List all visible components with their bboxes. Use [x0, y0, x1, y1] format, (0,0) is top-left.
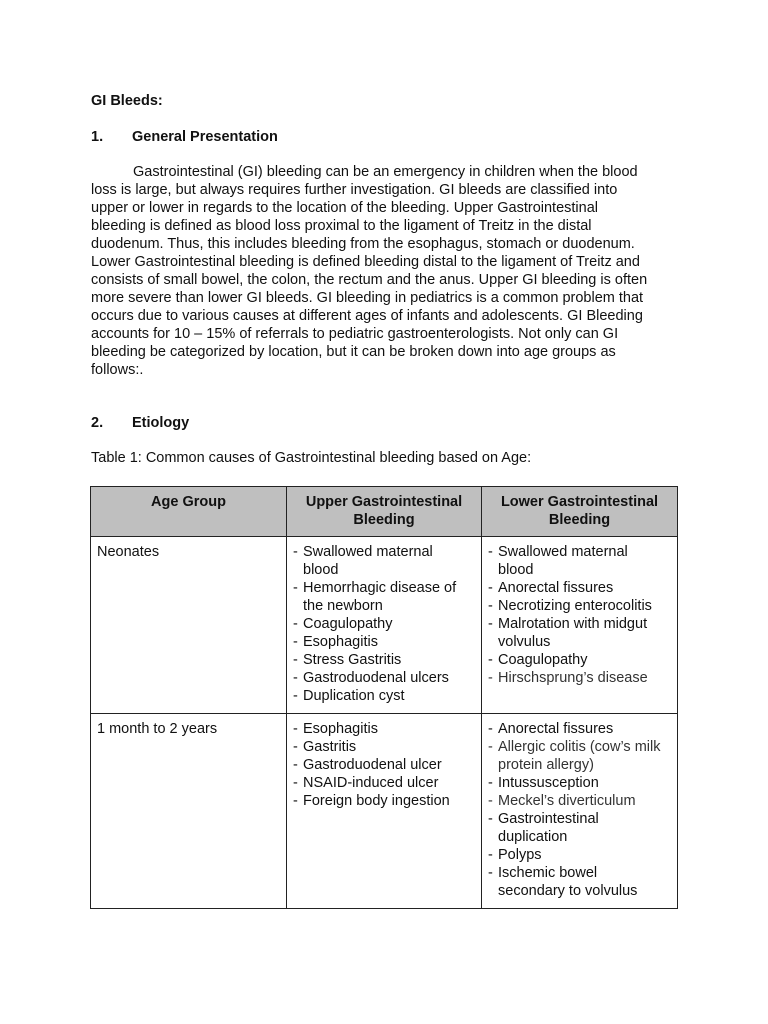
cause-text: Anorectal fissures: [498, 580, 614, 596]
cause-list-item: [293, 738, 475, 756]
cause-text: the newborn: [303, 598, 383, 614]
paragraph-line: consists of small bowel, the colon, the rectum and the anus. Upper GI bleeding is often: [91, 272, 648, 288]
paragraph-line: bleeding is defined as blood loss proximal to the ligament of Treitz in the distal: [91, 218, 592, 234]
upper-gi-causes-cell: [287, 714, 482, 909]
cause-list-item: [293, 543, 475, 579]
document-title: GI Bleeds:: [91, 93, 163, 109]
cause-text: Coagulopathy: [498, 652, 588, 668]
cause-list-item: [293, 792, 475, 810]
cause-list-item: [488, 864, 671, 900]
list-dash: -: [488, 847, 493, 863]
list-dash: -: [488, 811, 493, 827]
section-heading-general-presentation: [91, 129, 278, 145]
cause-text: Coagulopathy: [303, 616, 393, 632]
section-title: General Presentation: [132, 129, 278, 145]
section-number: 1.: [91, 129, 104, 145]
cause-text: Stress Gastritis: [303, 652, 402, 668]
cause-text: blood: [303, 562, 339, 578]
cause-list-item: [293, 756, 475, 774]
cause-text: Anorectal fissures: [498, 721, 614, 737]
header-lower-gi-bleeding: [482, 487, 678, 537]
section-heading-etiology: [91, 415, 189, 431]
cause-text: blood: [498, 562, 534, 578]
list-dash: -: [293, 793, 298, 809]
paragraph-line: more severe than lower GI bleeds. GI bleeding in pediatrics is a common problem that: [91, 290, 644, 306]
list-dash: -: [293, 634, 298, 650]
cause-list-item: [293, 720, 475, 738]
list-dash: -: [488, 793, 493, 809]
cause-text: Esophagitis: [303, 634, 378, 650]
cause-text: Foreign body ingestion: [303, 793, 450, 809]
list-dash: -: [488, 670, 493, 686]
upper-gi-causes-cell: [287, 537, 482, 714]
cause-text: Intussusception: [498, 775, 599, 791]
table-row: [91, 537, 678, 714]
cause-list-item: [293, 579, 475, 615]
paragraph-line: loss is large, but always requires further investigation. GI bleeds are classified into: [91, 182, 618, 198]
table-row: [91, 714, 678, 909]
header-age-group-label: Age Group: [151, 494, 226, 510]
section-title: Etiology: [132, 415, 190, 431]
list-dash: -: [488, 775, 493, 791]
list-dash: -: [293, 757, 298, 773]
list-dash: -: [293, 616, 298, 632]
paragraph-line: bleeding be categorized by location, but it can be broken down into age groups as: [91, 344, 616, 360]
section-number: 2.: [91, 415, 104, 431]
header-lower-line: Bleeding: [548, 512, 611, 528]
cause-text: Malrotation with midgut: [498, 616, 648, 632]
table-header-row: [91, 487, 678, 537]
paragraph-line: duodenum. Thus, this includes bleeding from the esophagus, stomach or duodenum.: [91, 236, 635, 252]
cause-list-item: [488, 720, 671, 738]
cause-list-item: [488, 669, 671, 687]
cause-list-item: [488, 774, 671, 792]
list-dash: -: [488, 544, 493, 560]
cause-text: Duplication cyst: [303, 688, 405, 704]
cause-text: volvulus: [498, 634, 551, 650]
list-dash: -: [488, 616, 493, 632]
paragraph-line: upper or lower in regards to the location of the bleeding. Upper Gastrointestinal: [91, 200, 598, 216]
general-presentation-paragraph: [91, 163, 681, 379]
cause-text: Swallowed maternal: [303, 544, 433, 560]
lower-gi-causes-cell: [482, 714, 678, 909]
cause-text: protein allergy): [498, 757, 594, 773]
paragraph-line: follows:.: [91, 362, 144, 378]
paragraph-line: accounts for 10 – 15% of referrals to pediatric gastroenterologists. Not only can GI: [91, 326, 619, 342]
cause-text: Gastrointestinal: [498, 811, 599, 827]
list-dash: -: [293, 652, 298, 668]
cause-text: Gastritis: [303, 739, 357, 755]
cause-text: secondary to volvulus: [498, 883, 638, 899]
cause-list-item: [293, 633, 475, 651]
list-dash: -: [488, 580, 493, 596]
cause-list-item: [488, 615, 671, 651]
cause-list-item: [293, 669, 475, 687]
age-group-value: Neonates: [97, 544, 160, 560]
list-dash: -: [488, 865, 493, 881]
cause-text: Hemorrhagic disease of: [303, 580, 457, 596]
paragraph-line: Gastrointestinal (GI) bleeding can be an emergency in children when the blood: [133, 164, 638, 180]
header-upper-line: Bleeding: [353, 512, 415, 528]
list-dash: -: [293, 688, 298, 704]
cause-text: Hirschsprung’s disease: [498, 670, 648, 686]
cause-list-item: [488, 738, 671, 774]
age-group-value: 1 month to 2 years: [97, 721, 218, 737]
age-group-cell: [91, 714, 287, 909]
cause-text: Polyps: [498, 847, 542, 863]
list-dash: -: [293, 670, 298, 686]
paragraph-line: Lower Gastrointestinal bleeding is defined bleeding distal to the ligament of Treitz and: [91, 254, 640, 270]
cause-text: Ischemic bowel: [498, 865, 598, 881]
header-upper-gi-bleeding: [287, 487, 482, 537]
list-dash: -: [293, 721, 298, 737]
cause-text: Swallowed maternal: [498, 544, 628, 560]
gi-bleeding-causes-table: [90, 486, 678, 909]
list-dash: -: [293, 775, 298, 791]
list-dash: -: [488, 721, 493, 737]
cause-text: Gastroduodenal ulcers: [303, 670, 449, 686]
cause-list-item: [488, 579, 671, 597]
table-caption: Table 1: Common causes of Gastrointestinal bleeding based on Age:: [91, 450, 532, 466]
cause-list-item: [293, 651, 475, 669]
cause-list-item: [488, 543, 671, 579]
cause-list-item: [488, 651, 671, 669]
cause-text: duplication: [498, 829, 568, 845]
cause-list-item: [293, 687, 475, 705]
list-dash: -: [488, 739, 493, 755]
cause-list-item: [293, 774, 475, 792]
header-age-group: [91, 487, 287, 537]
cause-list-item: [488, 810, 671, 846]
list-dash: -: [488, 598, 493, 614]
cause-list-item: [293, 615, 475, 633]
cause-list-item: [488, 792, 671, 810]
cause-list-item: [488, 597, 671, 615]
cause-text: Gastroduodenal ulcer: [303, 757, 442, 773]
header-upper-line: Upper Gastrointestinal: [305, 494, 463, 510]
cause-list-item: [488, 846, 671, 864]
cause-text: Allergic colitis (cow’s milk: [498, 739, 661, 755]
list-dash: -: [488, 652, 493, 668]
cause-text: Esophagitis: [303, 721, 378, 737]
list-dash: -: [293, 544, 298, 560]
list-dash: -: [293, 580, 298, 596]
list-dash: -: [293, 739, 298, 755]
cause-text: NSAID-induced ulcer: [303, 775, 439, 791]
cause-text: Meckel’s diverticulum: [498, 793, 636, 809]
lower-gi-causes-cell: [482, 537, 678, 714]
age-group-cell: [91, 537, 287, 714]
cause-text: Necrotizing enterocolitis: [498, 598, 652, 614]
header-lower-line: Lower Gastrointestinal: [500, 494, 659, 510]
paragraph-line: occurs due to various causes at different ages of infants and adolescents. GI Bleeding: [91, 308, 643, 324]
